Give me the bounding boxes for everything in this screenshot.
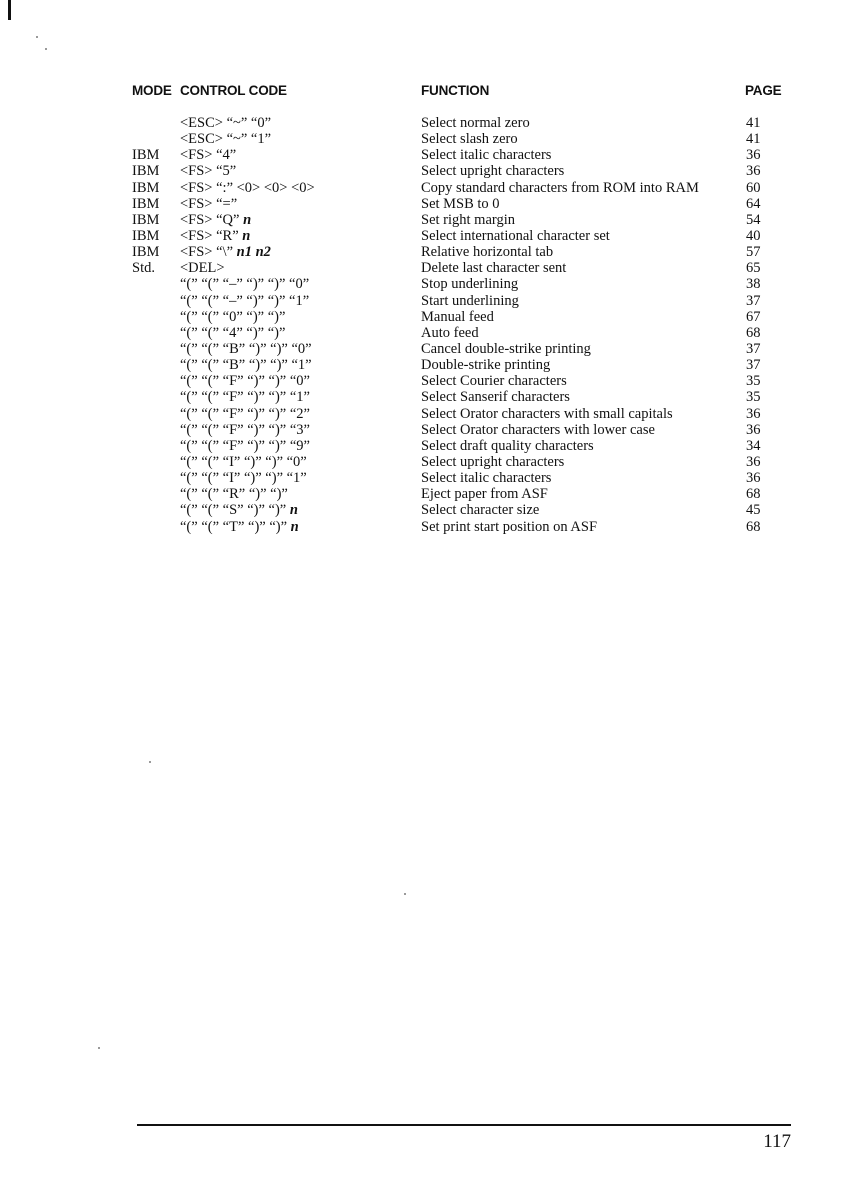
row-control-code-text: “(” “(” “F” “)” “)” “0”: [180, 373, 310, 390]
control-code-table: [0, 115, 848, 535]
row-function: Select international character set: [421, 227, 610, 244]
row-page: 68: [746, 486, 761, 503]
table-row: [0, 341, 848, 357]
row-function: Cancel double-strike printing: [421, 340, 591, 357]
row-control-code-param: n: [242, 227, 251, 244]
table-row: [0, 147, 848, 163]
row-control-code-text: “(” “(” “I” “)” “)” “0”: [180, 453, 307, 470]
row-page: 36: [746, 453, 761, 470]
row-control-code: [180, 325, 285, 341]
row-function: Manual feed: [421, 308, 494, 325]
row-control-code: [180, 486, 288, 502]
row-control-code: [180, 115, 271, 131]
row-mode: IBM: [132, 211, 160, 228]
row-control-code-text: “(” “(” “I” “)” “)” “1”: [180, 470, 307, 487]
row-control-code-text: “(” “(” “–” “)” “)” “1”: [180, 292, 310, 309]
row-page: 37: [746, 340, 761, 357]
row-mode: IBM: [132, 195, 160, 212]
row-control-code: [180, 147, 236, 163]
row-page: 41: [746, 131, 761, 148]
scan-edge-mark: [8, 0, 11, 20]
row-page: 67: [746, 308, 761, 325]
row-function: Delete last character sent: [421, 260, 567, 277]
row-page: 37: [746, 292, 761, 309]
row-page: 36: [746, 405, 761, 422]
row-mode: IBM: [132, 227, 160, 244]
footer-rule: [137, 1124, 791, 1126]
row-function: Set MSB to 0: [421, 195, 500, 212]
row-page: 37: [746, 357, 761, 374]
row-function: Select Courier characters: [421, 373, 567, 390]
row-function: Select upright characters: [421, 163, 565, 180]
row-mode: Std.: [132, 260, 155, 277]
row-function: Select slash zero: [421, 131, 518, 148]
row-page: 64: [746, 195, 761, 212]
row-function: Start underlining: [421, 292, 519, 309]
row-function: Select Orator characters with lower case: [421, 421, 655, 438]
column-header-page: PAGE: [745, 83, 782, 98]
row-control-code-text: <FS> “R”: [180, 227, 239, 244]
row-page: 54: [746, 211, 761, 228]
table-row: [0, 212, 848, 228]
table-row: [0, 373, 848, 389]
table-row: [0, 519, 848, 535]
row-control-code-text: <FS> “5”: [180, 163, 237, 180]
table-row: [0, 325, 848, 341]
row-function: Select italic characters: [421, 470, 552, 487]
row-control-code: [180, 373, 310, 389]
table-row: [0, 244, 848, 260]
row-function: Select Sanserif characters: [421, 389, 570, 406]
row-control-code-text: “(” “(” “T” “)” “)”: [180, 518, 288, 535]
row-control-code-param: n1 n2: [236, 244, 271, 261]
row-control-code-text: <ESC> “~” “1”: [180, 131, 272, 148]
row-mode: IBM: [132, 244, 160, 261]
row-control-code-text: “(” “(” “B” “)” “)” “0”: [180, 340, 312, 357]
row-control-code-text: “(” “(” “4” “)” “)”: [180, 324, 286, 341]
row-mode: IBM: [132, 179, 160, 196]
row-control-code: [180, 406, 310, 422]
row-control-code: [180, 341, 312, 357]
scan-speck: [149, 761, 151, 763]
column-header-mode: MODE: [132, 83, 172, 98]
row-function: Select draft quality characters: [421, 437, 594, 454]
table-row: [0, 486, 848, 502]
table-row: [0, 276, 848, 292]
table-row: [0, 196, 848, 212]
row-control-code-text: <FS> “:” <0> <0> <0>: [180, 179, 315, 196]
row-page: 45: [746, 502, 761, 519]
row-page: 68: [746, 518, 761, 535]
row-function: Copy standard characters from ROM into RAM: [421, 179, 699, 196]
row-page: 68: [746, 324, 761, 341]
row-mode: IBM: [132, 147, 160, 164]
row-function: Relative horizontal tab: [421, 244, 554, 261]
row-control-code-param: n: [290, 518, 299, 535]
table-row: [0, 357, 848, 373]
table-row: [0, 163, 848, 179]
row-control-code: [180, 196, 237, 212]
scan-speck: [98, 1047, 100, 1049]
row-control-code-text: <FS> “\”: [180, 244, 234, 261]
row-control-code-text: “(” “(” “0” “)” “)”: [180, 308, 286, 325]
table-row: [0, 438, 848, 454]
row-function: Set right margin: [421, 211, 515, 228]
row-page: 36: [746, 421, 761, 438]
row-page: 36: [746, 470, 761, 487]
row-control-code: [180, 212, 251, 228]
column-header-control-code: CONTROL CODE: [180, 83, 287, 98]
table-row: [0, 406, 848, 422]
table-row: [0, 293, 848, 309]
row-control-code-text: <FS> “Q”: [180, 211, 240, 228]
row-page: 36: [746, 163, 761, 180]
row-control-code: [180, 276, 309, 292]
row-page: 40: [746, 227, 761, 244]
table-row: [0, 422, 848, 438]
row-control-code-param: n: [243, 211, 252, 228]
row-page: 38: [746, 276, 761, 293]
table-header: [0, 83, 848, 101]
row-page: 36: [746, 147, 761, 164]
row-control-code-text: “(” “(” “F” “)” “)” “1”: [180, 389, 310, 406]
row-page: 35: [746, 389, 761, 406]
row-function: Set print start position on ASF: [421, 518, 598, 535]
row-page: 41: [746, 115, 761, 131]
table-row: [0, 115, 848, 131]
row-control-code-text: “(” “(” “S” “)” “)”: [180, 502, 287, 519]
row-control-code: [180, 357, 312, 373]
table-row: [0, 309, 848, 325]
row-page: 65: [746, 260, 761, 277]
row-control-code: [180, 244, 271, 260]
column-header-function: FUNCTION: [421, 83, 490, 98]
scan-speck: [36, 36, 38, 38]
row-page: 35: [746, 373, 761, 390]
row-function: Select normal zero: [421, 115, 530, 131]
table-row: [0, 389, 848, 405]
row-function: Double-strike printing: [421, 357, 551, 374]
row-control-code-text: “(” “(” “F” “)” “)” “2”: [180, 405, 310, 422]
row-control-code: [180, 228, 250, 244]
table-row: [0, 502, 848, 518]
row-control-code: [180, 260, 225, 276]
row-control-code-text: <DEL>: [180, 260, 225, 277]
row-control-code: [180, 519, 299, 535]
row-control-code-text: “(” “(” “F” “)” “)” “3”: [180, 421, 310, 438]
table-row: [0, 260, 848, 276]
row-control-code: [180, 293, 309, 309]
table-row: [0, 470, 848, 486]
table-row: [0, 131, 848, 147]
row-function: Eject paper from ASF: [421, 486, 548, 503]
scan-speck: [404, 893, 406, 895]
table-row: [0, 228, 848, 244]
page-number: 117: [763, 1131, 791, 1152]
row-function: Select character size: [421, 502, 540, 519]
row-control-code: [180, 470, 307, 486]
table-row: [0, 454, 848, 470]
row-control-code-text: “(” “(” “B” “)” “)” “1”: [180, 357, 312, 374]
row-control-code-text: <FS> “=”: [180, 195, 238, 212]
row-control-code: [180, 454, 307, 470]
row-control-code-text: “(” “(” “R” “)” “)”: [180, 486, 288, 503]
row-control-code: [180, 438, 310, 454]
row-control-code: [180, 389, 310, 405]
row-function: Auto feed: [421, 324, 479, 341]
row-control-code: [180, 502, 298, 518]
row-page: 57: [746, 244, 761, 261]
table-row: [0, 180, 848, 196]
row-mode: IBM: [132, 163, 160, 180]
row-control-code-text: “(” “(” “F” “)” “)” “9”: [180, 437, 310, 454]
row-function: Select italic characters: [421, 147, 552, 164]
row-control-code-text: <ESC> “~” “0”: [180, 115, 272, 131]
row-control-code-text: “(” “(” “–” “)” “)” “0”: [180, 276, 310, 293]
row-control-code: [180, 422, 310, 438]
row-function: Select upright characters: [421, 453, 565, 470]
row-function: Select Orator characters with small capitals: [421, 405, 673, 422]
row-function: Stop underlining: [421, 276, 519, 293]
row-control-code-param: n: [289, 502, 298, 519]
row-page: 34: [746, 437, 761, 454]
row-control-code: [180, 309, 285, 325]
row-control-code-text: <FS> “4”: [180, 147, 237, 164]
row-control-code: [180, 163, 236, 179]
row-control-code: [180, 180, 315, 196]
row-page: 60: [746, 179, 761, 196]
row-control-code: [180, 131, 271, 147]
scan-speck: [45, 48, 47, 50]
